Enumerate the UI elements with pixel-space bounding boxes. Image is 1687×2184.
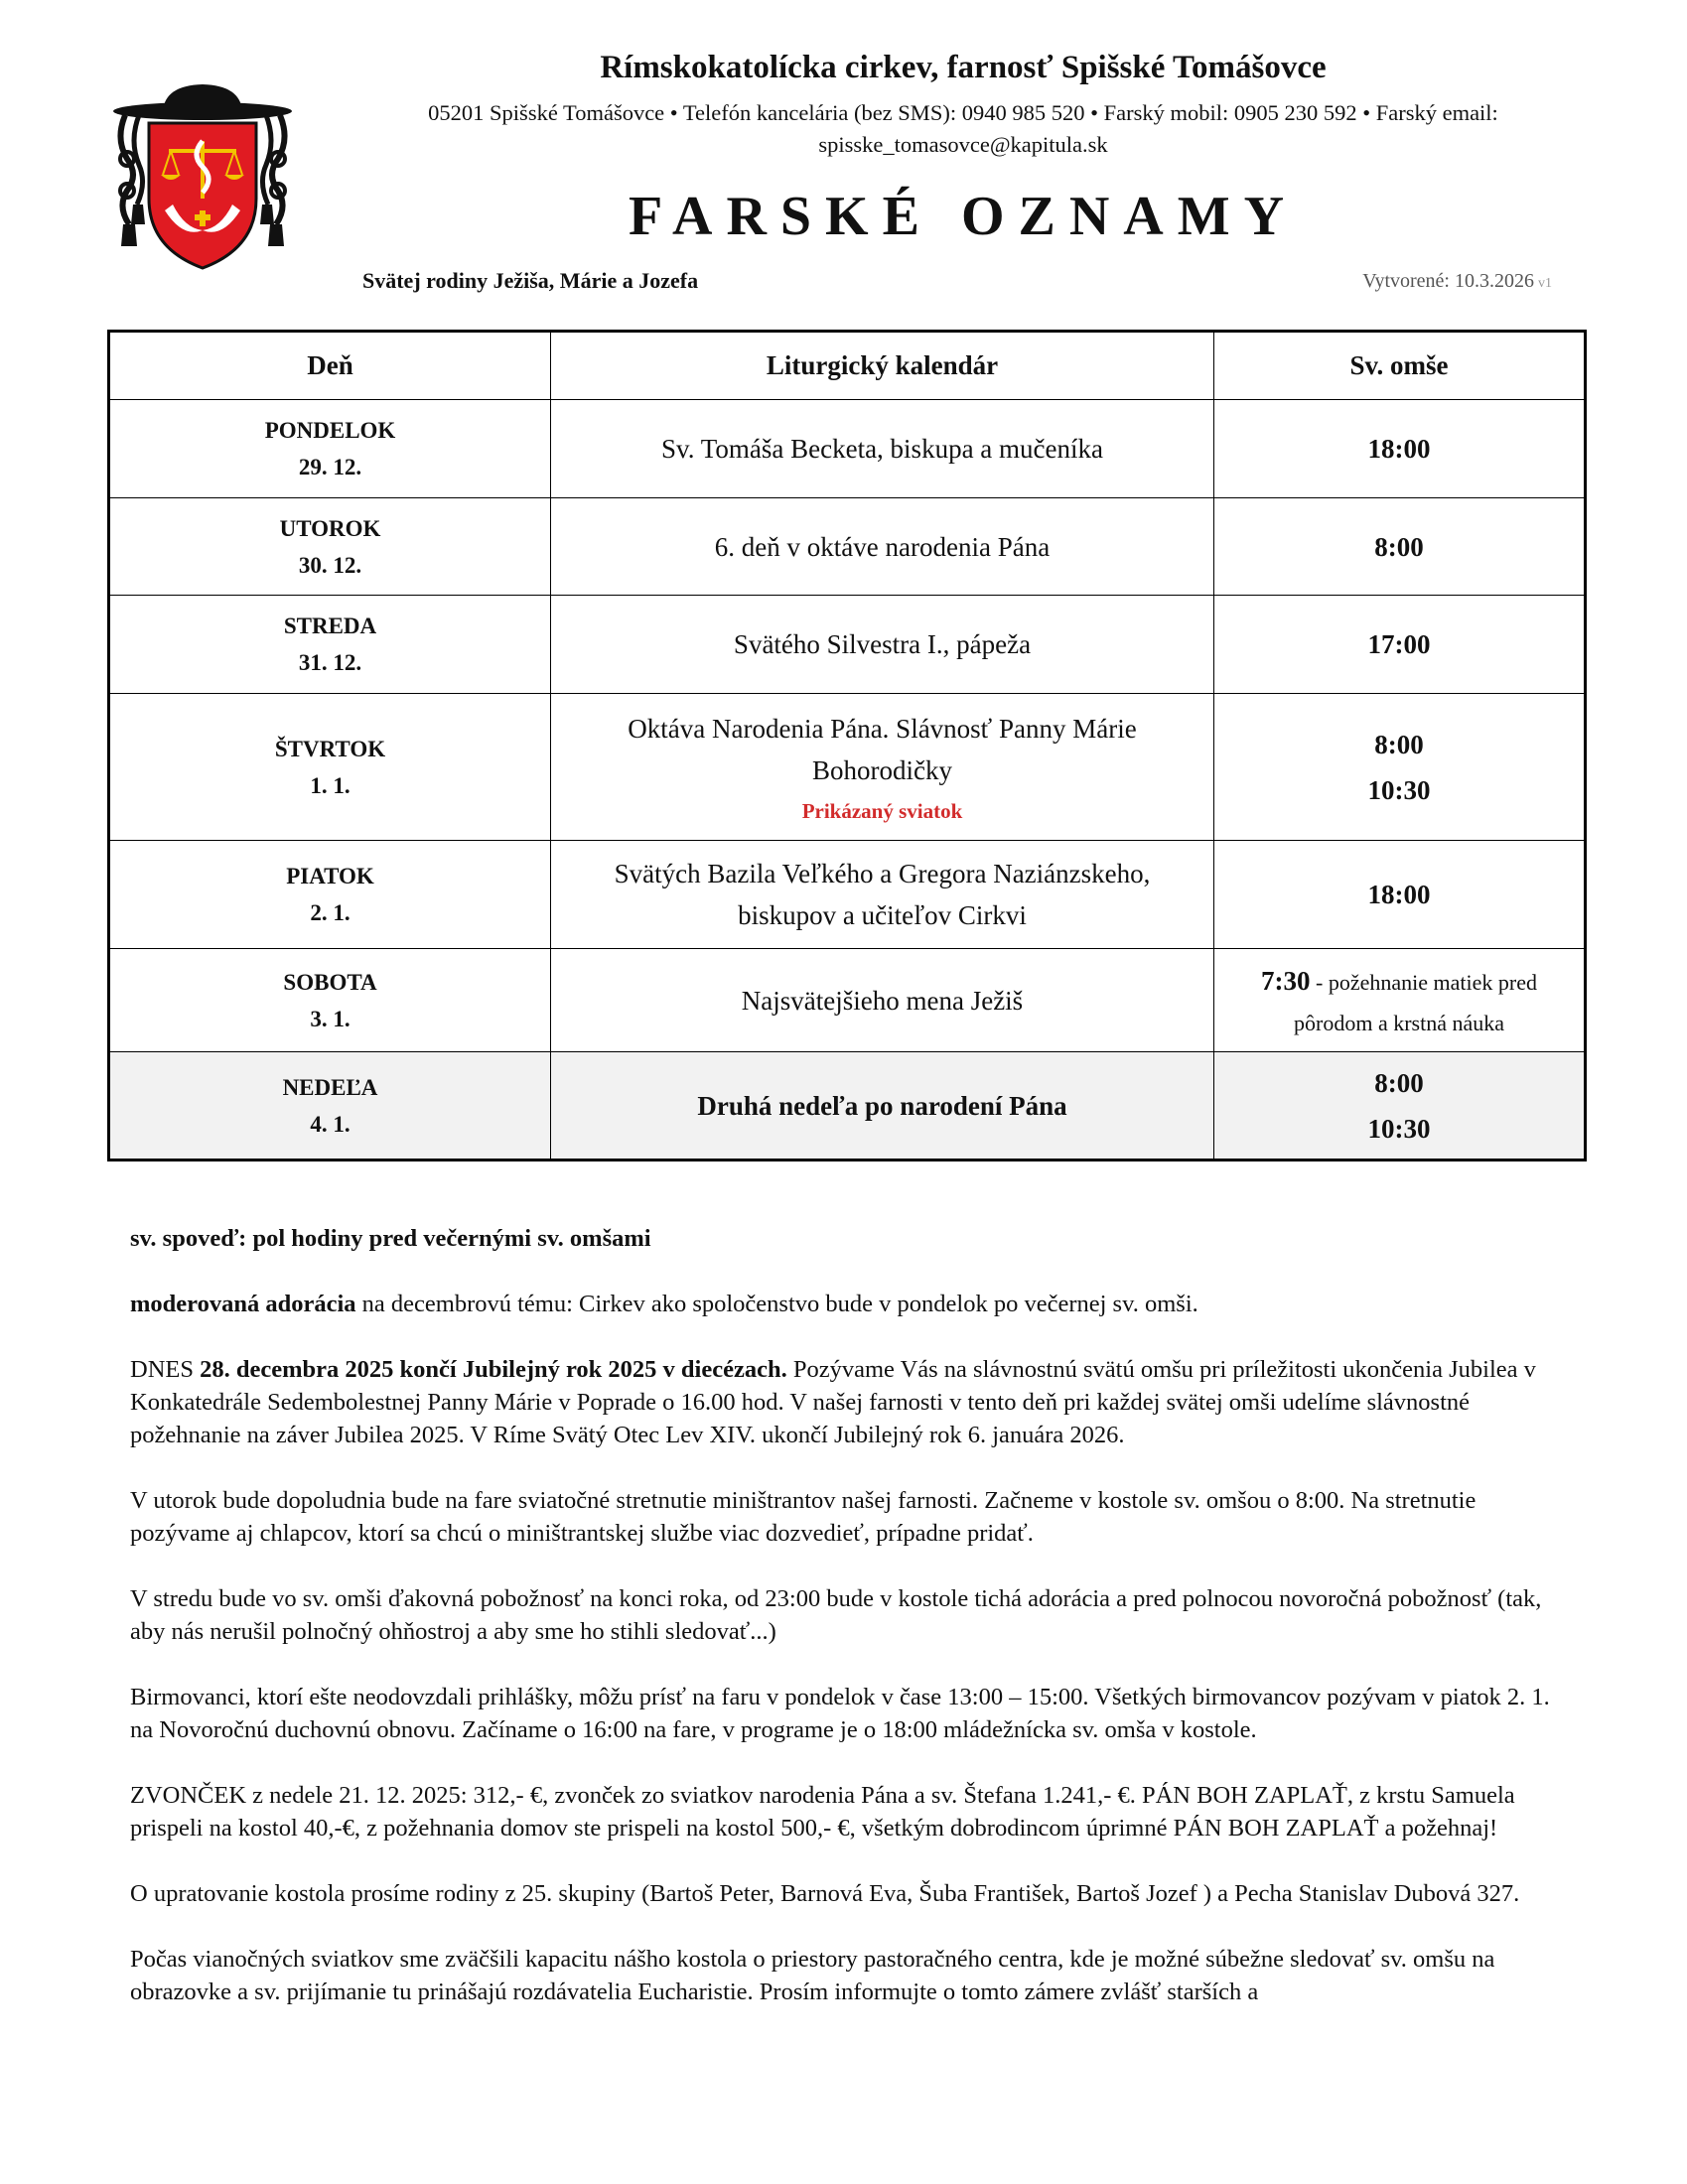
mass-cell [1214, 596, 1586, 694]
day-date: 1. 1. [310, 772, 351, 798]
liturgical-cell [551, 596, 1214, 694]
mass-schedule-table [107, 330, 1587, 1161]
mass-cell [1214, 694, 1586, 841]
feast-name: Svätej rodiny Ježiša, Márie a Jozefa [362, 268, 699, 293]
day-cell [109, 949, 551, 1052]
mass-time: 7:30 [1261, 966, 1311, 996]
mass-note-continued: pôrodom a krstná náuka [1294, 1011, 1504, 1035]
announcements [130, 1222, 1570, 2041]
table-header-row [109, 332, 1586, 400]
day-date: 2. 1. [310, 900, 351, 925]
liturgical-text: Svätého Silvestra I., pápeža [733, 629, 1032, 659]
created-label: Vytvorené: 10.3.2026 [1362, 270, 1534, 292]
mass-note: - požehnanie matiek pred [1310, 970, 1537, 995]
mass-time: 18:00 [1367, 880, 1431, 909]
mass-time: 17:00 [1367, 629, 1431, 659]
announcement-confession [130, 1222, 1570, 1255]
created-date [1362, 270, 1552, 293]
day-name: UTOROK [279, 515, 381, 541]
mass-time: 18:00 [1367, 434, 1431, 464]
column-header-day: Deň [109, 332, 551, 400]
mass-time: 10:30 [1367, 1113, 1431, 1144]
day-name: NEDEĽA [282, 1074, 378, 1100]
liturgical-cell [551, 400, 1214, 498]
announcement-christmas-capacity: Počas vianočných sviatkov sme zväčšili kapacitu nášho kostola o priestory pastoračného centra, kde je možné súbežne sledovať sv. omšu na obrazovke a sv. prijímanie tu prinášajú rozdávatelia Eucharistie. Prosím informujte o tomto zámere zvlášť starších a [130, 1946, 1495, 2005]
announcement-jubilee [130, 1353, 1570, 1451]
mass-time: 10:30 [1367, 774, 1431, 805]
mass-time: 8:00 [1374, 531, 1424, 562]
table-row [109, 596, 1586, 694]
mass-time: 8:00 [1374, 1067, 1424, 1098]
liturgical-text: Druhá nedeľa po narodení Pána [697, 1090, 1067, 1121]
day-cell [109, 694, 551, 841]
table-row [109, 841, 1586, 949]
liturgical-text: Oktáva Narodenia Pána. Slávnosť Panny Márie [628, 713, 1137, 744]
mass-time: 8:00 [1374, 729, 1424, 759]
jubilee-bold: 28. decembra 2025 končí Jubilejný rok 2025 v diecézach. [200, 1356, 787, 1383]
day-date: 30. 12. [298, 552, 362, 578]
liturgical-cell [551, 694, 1214, 841]
day-name: PIATOK [286, 864, 374, 888]
contact-line-phones: 05201 Spišské Tomášovce • Telefón kancelária (bez SMS): 0940 985 520 • Farský mobil: 0905 230 592 • Farský email: [428, 100, 1498, 125]
liturgical-cell [551, 498, 1214, 596]
day-date: 4. 1. [310, 1111, 351, 1137]
day-cell [109, 841, 551, 949]
jubilee-prefix: DNES [130, 1356, 201, 1383]
version-label: v1 [1538, 276, 1552, 291]
column-header-masses: Sv. omše [1214, 332, 1586, 400]
day-name: STREDA [283, 614, 377, 638]
table-row [109, 694, 1586, 841]
adoration-label: moderovaná adorácia [130, 1291, 356, 1317]
parish-name-title: Rímskokatolícka cirkev, farnosť Spišské Tomášovce [600, 50, 1327, 85]
day-cell [109, 400, 551, 498]
day-cell [109, 498, 551, 596]
liturgical-cell [551, 1052, 1214, 1160]
liturgical-text: Svätých Bazila Veľkého a Gregora Naziánzskeho, [614, 859, 1151, 888]
adoration-text: na decembrovú tému: Cirkev ako spoločenstvo bude v pondelok po večernej sv. omši. [355, 1291, 1198, 1317]
announcement-new-year: V stredu bude vo sv. omši ďakovná pobožnosť na konci roka, od 23:00 bude v kostole tichá adorácia a pred polnocou novoročná pobožnosť (tak, aby nás nerušil polnočný ohňostroj a aby sme ho stihli sledovať...) [130, 1585, 1542, 1645]
announcement-confirmation: Birmovanci, ktorí ešte neodovzdali prihlášky, môžu prísť na faru v pondelok v čase 13:00 – 15:00. Všetkých birmovancov pozývam v piatok 2. 1. na Novoročnú duchovnú obnovu. Začíname o 16:00 na fare, v programe je o 18:00 mládežnícka sv. omša v kostole. [130, 1684, 1550, 1743]
announcement-adoration [130, 1288, 1570, 1320]
mass-cell [1214, 400, 1586, 498]
page-title: FARSKÉ OZNAMY [628, 186, 1299, 247]
liturgical-text: Najsvätejšieho mena Ježiš [741, 985, 1024, 1016]
holy-day-of-obligation-note: Prikázaný sviatok [801, 798, 963, 823]
day-date: 29. 12. [298, 455, 362, 479]
confession-text: sv. spoveď: pol hodiny pred večernými sv. omšami [130, 1225, 651, 1252]
mass-cell [1214, 841, 1586, 949]
liturgical-text-continued: Bohorodičky [812, 754, 952, 785]
table-row [109, 949, 1586, 1052]
liturgical-cell [551, 949, 1214, 1052]
mass-cell [1214, 1052, 1586, 1160]
liturgical-text: Sv. Tomáša Becketa, biskupa a mučeníka [661, 434, 1103, 464]
liturgical-text: 6. deň v oktáve narodenia Pána [714, 531, 1051, 562]
day-cell [109, 1052, 551, 1160]
day-date: 31. 12. [298, 650, 362, 675]
announcement-collection: ZVONČEK z nedele 21. 12. 2025: 312,- €, zvonček zo sviatkov narodenia Pána a sv. Štefana 1.241,- €. PÁN BOH ZAPLAŤ, z krstu Samuela prispeli na kostol 40,-€, z požehnania domov ste prispeli na kostol 500,- €, všetkým dobrodincom úprimné PÁN BOH ZAPLAŤ a požehnaj! [130, 1782, 1515, 1842]
jubilee-text: Pozývame Vás na slávnostnú svätú omšu pri príležitosti ukončenia Jubilea v Konkatedrále Sedembolestnej Panny Márie v Poprade o 16.00 hod. V našej farnosti v tento deň pri každej svätej omši udelíme slávnostné požehnanie na záver Jubilea 2025. V Ríme Svätý Otec Lev XIV. ukončí Jubilejný rok 6. januára 2026. [130, 1356, 1536, 1448]
liturgical-text-continued: biskupov a učiteľov Cirkvi [738, 900, 1027, 930]
contact-line-email: spisske_tomasovce@kapitula.sk [818, 132, 1108, 157]
day-name: PONDELOK [264, 418, 396, 443]
mass-cell [1214, 949, 1586, 1052]
mass-time-with-note [1224, 958, 1574, 1005]
table-row [109, 498, 1586, 596]
table-row-sunday [109, 1052, 1586, 1160]
parish-coat-of-arms-icon [105, 79, 300, 274]
announcement-cleaning: O upratovanie kostola prosíme rodiny z 25. skupiny (Bartoš Peter, Barnová Eva, Šuba František, Bartoš Jozef ) a Pecha Stanislav Dubová 327. [130, 1880, 1520, 1907]
mass-cell [1214, 498, 1586, 596]
liturgical-cell [551, 841, 1214, 949]
table-row [109, 400, 1586, 498]
column-header-liturgical-calendar: Liturgický kalendár [551, 332, 1214, 400]
day-name: ŠTVRTOK [274, 736, 386, 761]
parish-contact-info [343, 97, 1584, 161]
day-cell [109, 596, 551, 694]
day-date: 3. 1. [310, 1006, 351, 1031]
day-name: SOBOTA [283, 969, 377, 995]
announcement-altar-servers: V utorok bude dopoludnia bude na fare sviatočné stretnutie miništrantov našej farnosti. Začneme v kostole sv. omšou o 8:00. Na stretnutie pozývame aj chlapcov, ktorí sa chcú o miništrantskej službe viac dozvedieť, prípadne pridať. [130, 1487, 1476, 1547]
